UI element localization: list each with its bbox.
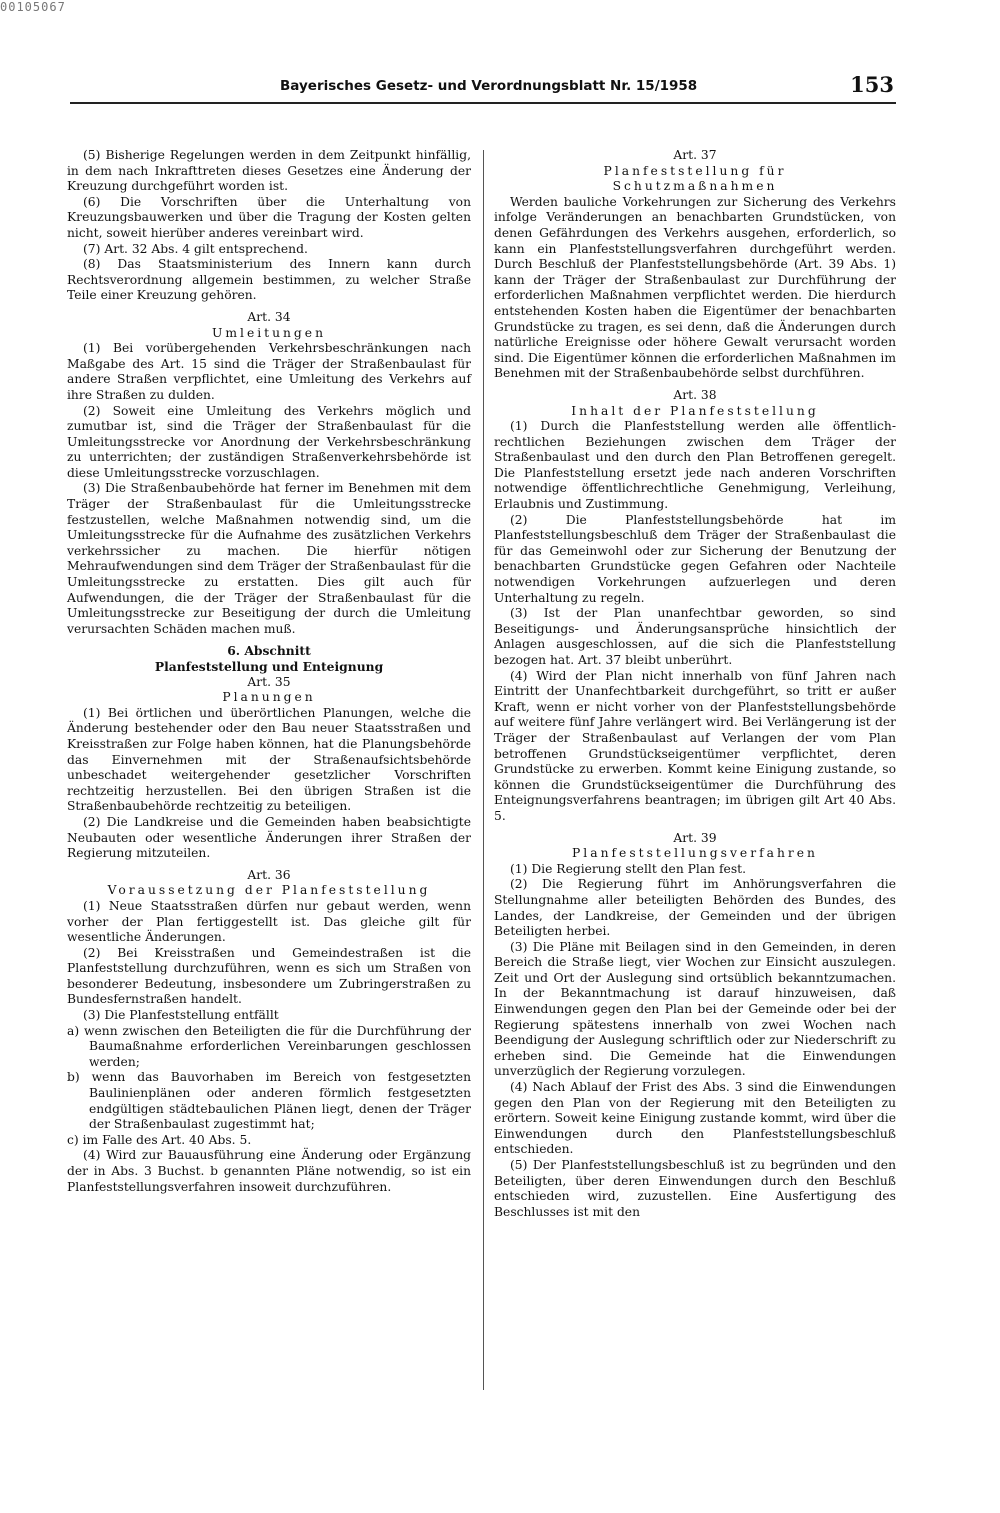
article-number: Art. 34 [247, 309, 291, 324]
list-item: c) im Falle des Art. 40 Abs. 5. [67, 1132, 252, 1147]
list-item: b) wenn das Bauvorhaben im Bereich von festgesetzten Baulinienplänen oder anderen förmlich festgesetzten endgültigen städtebaulichen Plänen liegt, denen der Träger der Straßenbaulast zugestimmt hat; [67, 1070, 471, 1132]
header-rule [70, 102, 896, 104]
paragraph: (2) Soweit eine Umleitung des Verkehrs möglich und zumutbar ist, sind die Träger der Straßenbaulast für die Umleitungsstrecke vor Anordnung der Verkehrsbeschränkung zu unterrichten; der zuständigen Straßenverkehrsbehörde ist diese Umleitungsstrecke vorzuschlagen. [67, 403, 471, 480]
paragraph: (7) Art. 32 Abs. 4 gilt entsprechend. [83, 241, 308, 256]
right-column [494, 148, 896, 1220]
paragraph: (2) Bei Kreisstraßen und Gemeindestraßen ist die Planfeststellung durchzuführen, wenn es sich um Straßen von besonderer Bedeutung, insbesondere um Zubringerstraßen zu Bundesfernstraßen handelt. [67, 945, 471, 1007]
archive-stamp: 00105067 [0, 0, 66, 14]
article-number: Art. 38 [673, 387, 717, 402]
paragraph: (6) Die Vorschriften über die Unterhaltung von Kreuzungsbauwerken und über die Tragung der Kosten gelten nicht, soweit hierüber anderes vereinbart wird. [67, 194, 471, 240]
paragraph: (3) Die Pläne mit Beilagen sind in den Gemeinden, in deren Bereich die Straße liegt, vier Wochen zur Einsicht auszulegen. Zeit und Ort der Auslegung sind ortsüblich bekanntzumachen. In der Bekanntmachung ist darauf hinzuweisen, daß Einwendungen gegen den Plan bei der Gemeinde oder bei der Regierung spätestens innerhalb von zwei Wochen nach Beendigung der Auslegung schriftlich oder zur Niederschrift zu erheben sind. Die Gemeinde hat die Einwendungen unverzüglich der Regierung vorzulegen. [494, 939, 896, 1079]
article-title: Planungen [222, 690, 316, 705]
running-title: Bayerisches Gesetz- und Verordnungsblatt Nr. 15/1958 [280, 78, 698, 94]
article-number: Art. 35 [247, 674, 291, 689]
paragraph: (3) Die Planfeststellung entfällt [83, 1008, 279, 1023]
paragraph: (5) Der Planfeststellungsbeschluß ist zu begründen und den Beteiligten, über deren Einwendungen durch den Beschluß entschieden wird, zuzustellen. Eine Ausfertigung des Beschlusses ist mit den [494, 1158, 896, 1219]
paragraph: Werden bauliche Vorkehrungen zur Sicherung des Verkehrs infolge Veränderungen an benachbarten Grundstücken, von denen Gefährdungen des Verkehrs ausgehen, erforderlich, so kann ein Planfeststellungsverfahren durchgeführt werden. Durch Beschluß der Planfeststellungsbehörde (Art. 39 Abs. 1) kann der Träger der Straßenbaulast zur Durchführung der erforderlichen Maßnahmen verpflichtet werden. Die hierdurch entstehenden Kosten haben die Eigentümer der benachbarten Grundstücke zu tragen, es sei denn, daß die Änderungen durch natürliche Ereignisse oder höhere Gewalt verursacht worden sind. Die Eigentümer können die erforderlichen Maßnahmen im Benehmen mit der Straßenbaubehörde selbst durchführen. [494, 194, 896, 381]
article-title: Planfeststellungsverfahren [572, 846, 818, 861]
left-column [67, 148, 471, 1195]
paragraph: (5) Bisherige Regelungen werden in dem Zeitpunkt hinfällig, in dem nach Inkrafttreten dieses Gesetzes eine Änderung der Kreuzung durchgeführt worden ist. [67, 148, 471, 194]
paragraph: (2) Die Regierung führt im Anhörungsverfahren die Stellungnahme aller beteiligten Behörden des Bundes, des Landes, der Landkreise, der Gemeinden und der übrigen Beteiligten herbei. [494, 877, 896, 939]
section-number: 6. Abschnitt [227, 643, 311, 659]
paragraph: (4) Nach Ablauf der Frist des Abs. 3 sind die Einwendungen gegen den Plan von der Regierung mit den Beteiligten zu erörtern. Soweit keine Einigung zustande kommt, wird über die Einwendungen durch den Planfeststellungsbeschluß entschieden. [494, 1080, 896, 1157]
paragraph: (4) Wird zur Bauausführung eine Änderung oder Ergänzung der in Abs. 3 Buchst. b genannten Pläne notwendig, so ist ein Planfeststellungsverfahren insoweit durchzuführen. [67, 1148, 471, 1194]
article-title: Voraussetzung der Planfeststellung [107, 883, 431, 898]
column-divider [483, 150, 484, 1390]
paragraph: (1) Neue Staatsstraßen dürfen nur gebaut werden, wenn vorher der Plan fertiggestellt ist. Das gleiche gilt für wesentliche Änderungen. [67, 898, 471, 945]
paragraph: (1) Bei örtlichen und überörtlichen Planungen, welche die Änderung bestehender oder den Bau neuer Staatsstraßen und Kreisstraßen zur Folge haben können, hat die Planungsbehörde das Einvernehmen mit der Straßenaufsichtsbehörde unbeschadet weitergehender gesetzlicher Vorschriften rechtzeitig herzustellen. Bei den übrigen Straßen ist die Straßenbaubehörde rechtzeitig zu beteiligen. [67, 705, 471, 814]
paragraph: (1) Durch die Planfeststellung werden alle öffentlich-rechtlichen Beziehungen zwischen dem Träger der Straßenbaulast und den durch den Plan Betroffenen geregelt. Die Planfeststellung ersetzt jede nach anderen Vorschriften notwendige öffentlichrechtliche Genehmigung, Verleihung, Erlaubnis und Zustimmung. [494, 419, 896, 512]
article-number: Art. 36 [247, 867, 291, 882]
page-header [70, 74, 894, 104]
article-number: Art. 39 [673, 830, 717, 845]
page-number: 153 [850, 72, 894, 97]
paragraph: (3) Die Straßenbaubehörde hat ferner im Benehmen mit dem Träger der Straßenbaulast für die Umleitungsstrecke festzustellen, welche Maßnahmen notwendig sind, um die Umleitungsstrecke für die Aufnahme des zusätzlichen Verkehrs verkehrssicher zu machen. Die hierfür nötigen Mehraufwendungen sind dem Träger der Straßenbaulast für die Umleitungsstrecke zu erstatten. Dies gilt auch für Aufwendungen, die der Träger der Straßenbaulast für die Umleitungsstrecke zur Beseitigung der durch die Umleitung verursachten Schäden machen muß. [67, 481, 471, 636]
paragraph: (2) Die Landkreise und die Gemeinden haben beabsichtigte Neubauten oder wesentliche Änderungen ihrer Straßen der Regierung mitzuteilen. [67, 814, 471, 861]
article-title: Planfeststellung für [603, 163, 787, 178]
paragraph: (2) Die Planfeststellungsbehörde hat im Planfeststellungsbeschluß dem Träger der Straßenbaulast die für das Gemeinwohl oder zur Sicherung der Benutzung der benachbarten Grundstücke gegen Gefahren oder Nachteile notwendigen Vorkehrungen aufzuerlegen und deren Unterhaltung zu regeln. [494, 512, 896, 605]
paragraph: (1) Die Regierung stellt den Plan fest. [510, 861, 747, 876]
article-title: Schutzmaßnahmen [612, 179, 778, 194]
article-title: Umleitungen [211, 325, 327, 340]
paragraph: (3) Ist der Plan unanfechtbar geworden, so sind Beseitigungs- und Änderungsansprüche hinsichtlich der Anlagen ausgeschlossen, auf die sich die Planfeststellung bezogen hat. Art. 37 bleibt unberührt. [494, 606, 896, 667]
article-title: Inhalt der Planfeststellung [571, 403, 819, 418]
paragraph: (4) Wird der Plan nicht innerhalb von fünf Jahren nach Eintritt der Unanfechtbarkeit durchgeführt, so tritt er außer Kraft, wenn er nicht vorher von der Planfeststellungsbehörde auf weitere fünf Jahre verlängert wird. Bei Verlängerung ist der Träger der Straßenbaulast auf Verlangen der vom Plan betroffenen Grundstückseigentümer verpflichtet, deren Grundstücke zu erwerben. Kommt keine Einigung zustande, so können die Grundstückseigentümer die Durchführung des Enteignungsverfahrens beantragen; im übrigen gilt Art 40 Abs. 5. [494, 668, 896, 823]
article-number: Art. 37 [673, 148, 717, 162]
section-title: Planfeststellung und Enteignung [154, 659, 384, 674]
paragraph: (8) Das Staatsministerium des Innern kann durch Rechtsverordnung allgemein bestimmen, zu welcher Straße Teile einer Kreuzung gehören. [67, 257, 471, 303]
paragraph: (1) Bei vorübergehenden Verkehrsbeschränkungen nach Maßgabe des Art. 15 sind die Träger der Straßenbaulast für andere Straßen verpflichtet, eine Umleitung des Verkehrs auf ihre Straßen zu dulden. [67, 341, 471, 402]
list-item: a) wenn zwischen den Beteiligten die für die Durchführung der Baumaßnahme erforderlichen Vereinbarungen geschlossen werden; [67, 1023, 471, 1069]
